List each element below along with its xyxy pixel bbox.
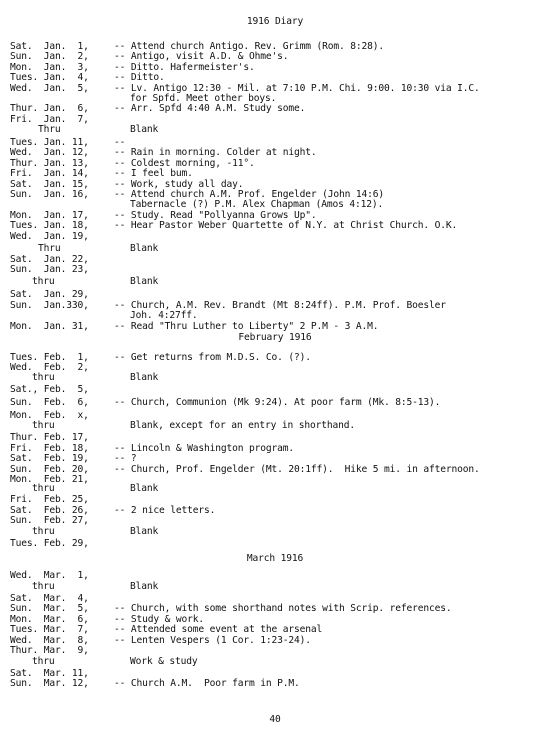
entry-date: Mon. Jan. 3, bbox=[10, 61, 89, 73]
entry-date: Mon. Feb. 21, bbox=[10, 474, 89, 486]
entry-text: -- Ditto. Hafermeister's. bbox=[114, 61, 255, 73]
entry-date: Thur. Mar. 9, bbox=[10, 645, 89, 656]
thru-label: thru bbox=[32, 276, 55, 287]
range-note: Work & study bbox=[130, 656, 198, 667]
entry-date: Sun. Jan. 23, bbox=[10, 264, 89, 276]
entry-date: Sat., Feb. 5, bbox=[10, 384, 89, 395]
entry-text: -- Rain in morning. Colder at night. bbox=[114, 147, 317, 159]
entry-text: -- Ditto. bbox=[114, 72, 165, 84]
entry-date: Tues. Jan. 18, bbox=[10, 220, 89, 232]
entry-date: Sun. Feb. 6, bbox=[10, 396, 89, 408]
entry-text: -- Church, Communion (Mk 9:24). At poor farm (Mk. 8:5-13). bbox=[114, 396, 441, 408]
entry-text: -- Antigo, visit A.D. & Ohme's. bbox=[114, 51, 289, 63]
date-range-row bbox=[0, 276, 550, 288]
entry-text: -- Arr. Spfd 4:40 A.M. Study some. bbox=[114, 103, 306, 115]
entry-text: -- Study & work. bbox=[114, 613, 205, 625]
entry-text: -- 2 nice letters. bbox=[114, 504, 216, 516]
diary-entry-row bbox=[10, 538, 550, 550]
diary-entry-row bbox=[10, 321, 550, 333]
entry-date: Thur. Feb. 17, bbox=[10, 432, 89, 443]
thru-label: thru bbox=[32, 656, 55, 667]
thru-label: thru bbox=[32, 372, 55, 383]
date-range-row bbox=[0, 372, 550, 384]
range-note: Blank bbox=[130, 124, 159, 135]
date-range-row bbox=[0, 526, 550, 538]
entry-date: Fri. Feb. 18, bbox=[10, 442, 89, 454]
entry-date: Sun. Feb. 20, bbox=[10, 463, 89, 475]
entry-date: Fri. Jan. 7, bbox=[10, 113, 89, 125]
range-note: Blank bbox=[130, 372, 159, 383]
month-heading: February 1916 bbox=[238, 332, 312, 343]
entry-date: Mon. Feb. х, bbox=[10, 409, 89, 421]
entry-text: -- Read "Thru Luther to Liberty" 2 P.M - 3 A.M. bbox=[114, 320, 379, 332]
entry-date: Mon. Jan. 31, bbox=[10, 320, 89, 332]
diary-entry-row bbox=[10, 397, 550, 409]
entry-date: Tues. Feb. 29, bbox=[10, 538, 89, 549]
entry-date: Mon. Mar. 6, bbox=[10, 613, 89, 625]
diary-entry-row bbox=[10, 231, 550, 243]
range-note: Blank bbox=[130, 526, 159, 537]
range-note: Blank bbox=[130, 276, 159, 287]
entry-date: Wed. Jan. 5, bbox=[10, 82, 89, 94]
entry-date: Tues. Feb. 1, bbox=[10, 352, 89, 363]
diary-entry-row bbox=[10, 678, 550, 690]
entry-date: Tues. Jan. 11, bbox=[10, 137, 89, 148]
thru-label: thru bbox=[32, 483, 55, 494]
entry-date: Wed. Mar. 1, bbox=[10, 570, 89, 581]
continuation-text: Tabernacle (?) P.M. Alex Chapman (Amos 4:12). bbox=[130, 199, 384, 211]
entry-date: Fri. Feb. 25, bbox=[10, 494, 89, 505]
entry-date: Sat. Mar. 4, bbox=[10, 593, 89, 604]
thru-label: Thru bbox=[38, 124, 61, 135]
entry-date: Sat. Jan. 22, bbox=[10, 254, 89, 265]
range-note: Blank bbox=[130, 581, 159, 592]
entry-text: -- Lv. Antigo 12:30 - Mil. at 7:10 P.M. Chi. 9:00. 10:30 via I.C. bbox=[114, 82, 480, 94]
thru-label: thru bbox=[32, 581, 55, 592]
range-note: Blank, except for an entry in shorthand. bbox=[130, 420, 356, 431]
entry-text: -- Lincoln & Washington program. bbox=[114, 442, 295, 454]
entry-text: -- Attended some event at the arsenal bbox=[114, 624, 323, 636]
entry-date: Sat. Mar. 11, bbox=[10, 668, 89, 679]
range-note: Blank bbox=[130, 243, 159, 254]
entry-text: -- Hear Pastor Weber Quartette of N.Y. at Christ Church. O.K. bbox=[114, 220, 458, 232]
entry-date: Sat. Feb. 26, bbox=[10, 504, 89, 516]
entry-date: Wed. Jan. 19, bbox=[10, 230, 89, 242]
entry-date: Tues. Mar. 7, bbox=[10, 624, 89, 636]
entry-date: Sun. Mar. 12, bbox=[10, 677, 89, 689]
thru-label: Thru bbox=[38, 243, 61, 254]
entry-text: -- Study. Read "Pollyanna Grows Up". bbox=[114, 209, 317, 221]
diary-entry-row bbox=[10, 384, 550, 396]
date-range-row bbox=[0, 656, 550, 668]
continuation-text: Joh. 4:27ff. bbox=[130, 310, 198, 322]
entry-date: Wed. Feb. 2, bbox=[10, 362, 89, 374]
entry-date: Sun. Jan. 2, bbox=[10, 51, 89, 63]
entry-date: Wed. Jan. 12, bbox=[10, 147, 89, 159]
entry-text: -- Church, Prof. Engelder (Mt. 20:1ff). Hike 5 mi. in afternoon. bbox=[114, 463, 480, 475]
entry-text: -- Attend church A.M. Prof. Engelder (John 14:6) bbox=[114, 189, 385, 200]
entry-date: Mon. Jan. 17, bbox=[10, 209, 89, 221]
entry-date: Sat. Jan. 29, bbox=[10, 289, 89, 300]
entry-date: Tues. Jan. 4, bbox=[10, 72, 89, 84]
entry-date: Sun. Jan. 16, bbox=[10, 189, 89, 200]
entry-text: -- Work, study all day. bbox=[114, 178, 244, 190]
entry-text: -- Church, with some shorthand notes with Scrip. references. bbox=[114, 603, 452, 615]
date-range-row bbox=[0, 124, 550, 136]
entry-text: -- I feel bum. bbox=[114, 168, 193, 180]
diary-entry-row bbox=[10, 264, 550, 276]
date-range-row bbox=[0, 581, 550, 593]
thru-label: thru bbox=[32, 420, 55, 431]
entry-text: -- Lenten Vespers (1 Cor. 1:23-24). bbox=[114, 634, 311, 646]
entry-date: Thur. Jan. 6, bbox=[10, 103, 89, 115]
range-note: Blank bbox=[130, 483, 159, 494]
entry-date: Sun. Mar. 5, bbox=[10, 603, 89, 615]
entry-date: Sun. Feb. 27, bbox=[10, 515, 89, 527]
diary-title: 1916 Diary bbox=[246, 16, 304, 27]
entry-date: Fri. Jan. 14, bbox=[10, 168, 89, 180]
entry-text: -- Coldest morning, -11°. bbox=[114, 157, 255, 169]
entry-date: Wed. Mar. 8, bbox=[10, 634, 89, 646]
thru-label: thru bbox=[32, 526, 55, 537]
month-heading: March 1916 bbox=[246, 553, 304, 564]
entry-date: Sat. Jan. 15, bbox=[10, 178, 89, 190]
entry-date: Sun. Jan.330, bbox=[10, 299, 89, 311]
entry-text: -- ? bbox=[114, 453, 137, 465]
entry-date: Sat. Jan. 1, bbox=[10, 41, 89, 52]
entry-text: -- bbox=[114, 137, 126, 148]
date-range-row bbox=[0, 420, 550, 432]
entry-text: -- Church A.M. Poor farm in P.M. bbox=[114, 677, 300, 689]
entry-text: -- Get returns from M.D.S. Co. (?). bbox=[114, 352, 311, 363]
entry-date: Sat. Feb. 19, bbox=[10, 453, 89, 465]
entry-date: Thur. Jan. 13, bbox=[10, 157, 89, 169]
continuation-text: for Spfd. Meet other boys. bbox=[130, 93, 277, 104]
entry-text: -- Attend church Antigo. Rev. Grimm (Rom. 8:28). bbox=[114, 41, 385, 52]
page-number: 40 bbox=[269, 714, 281, 725]
entry-text: -- Church, A.M. Rev. Brandt (Mt 8:24ff). P.M. Prof. Boesler bbox=[114, 299, 446, 311]
